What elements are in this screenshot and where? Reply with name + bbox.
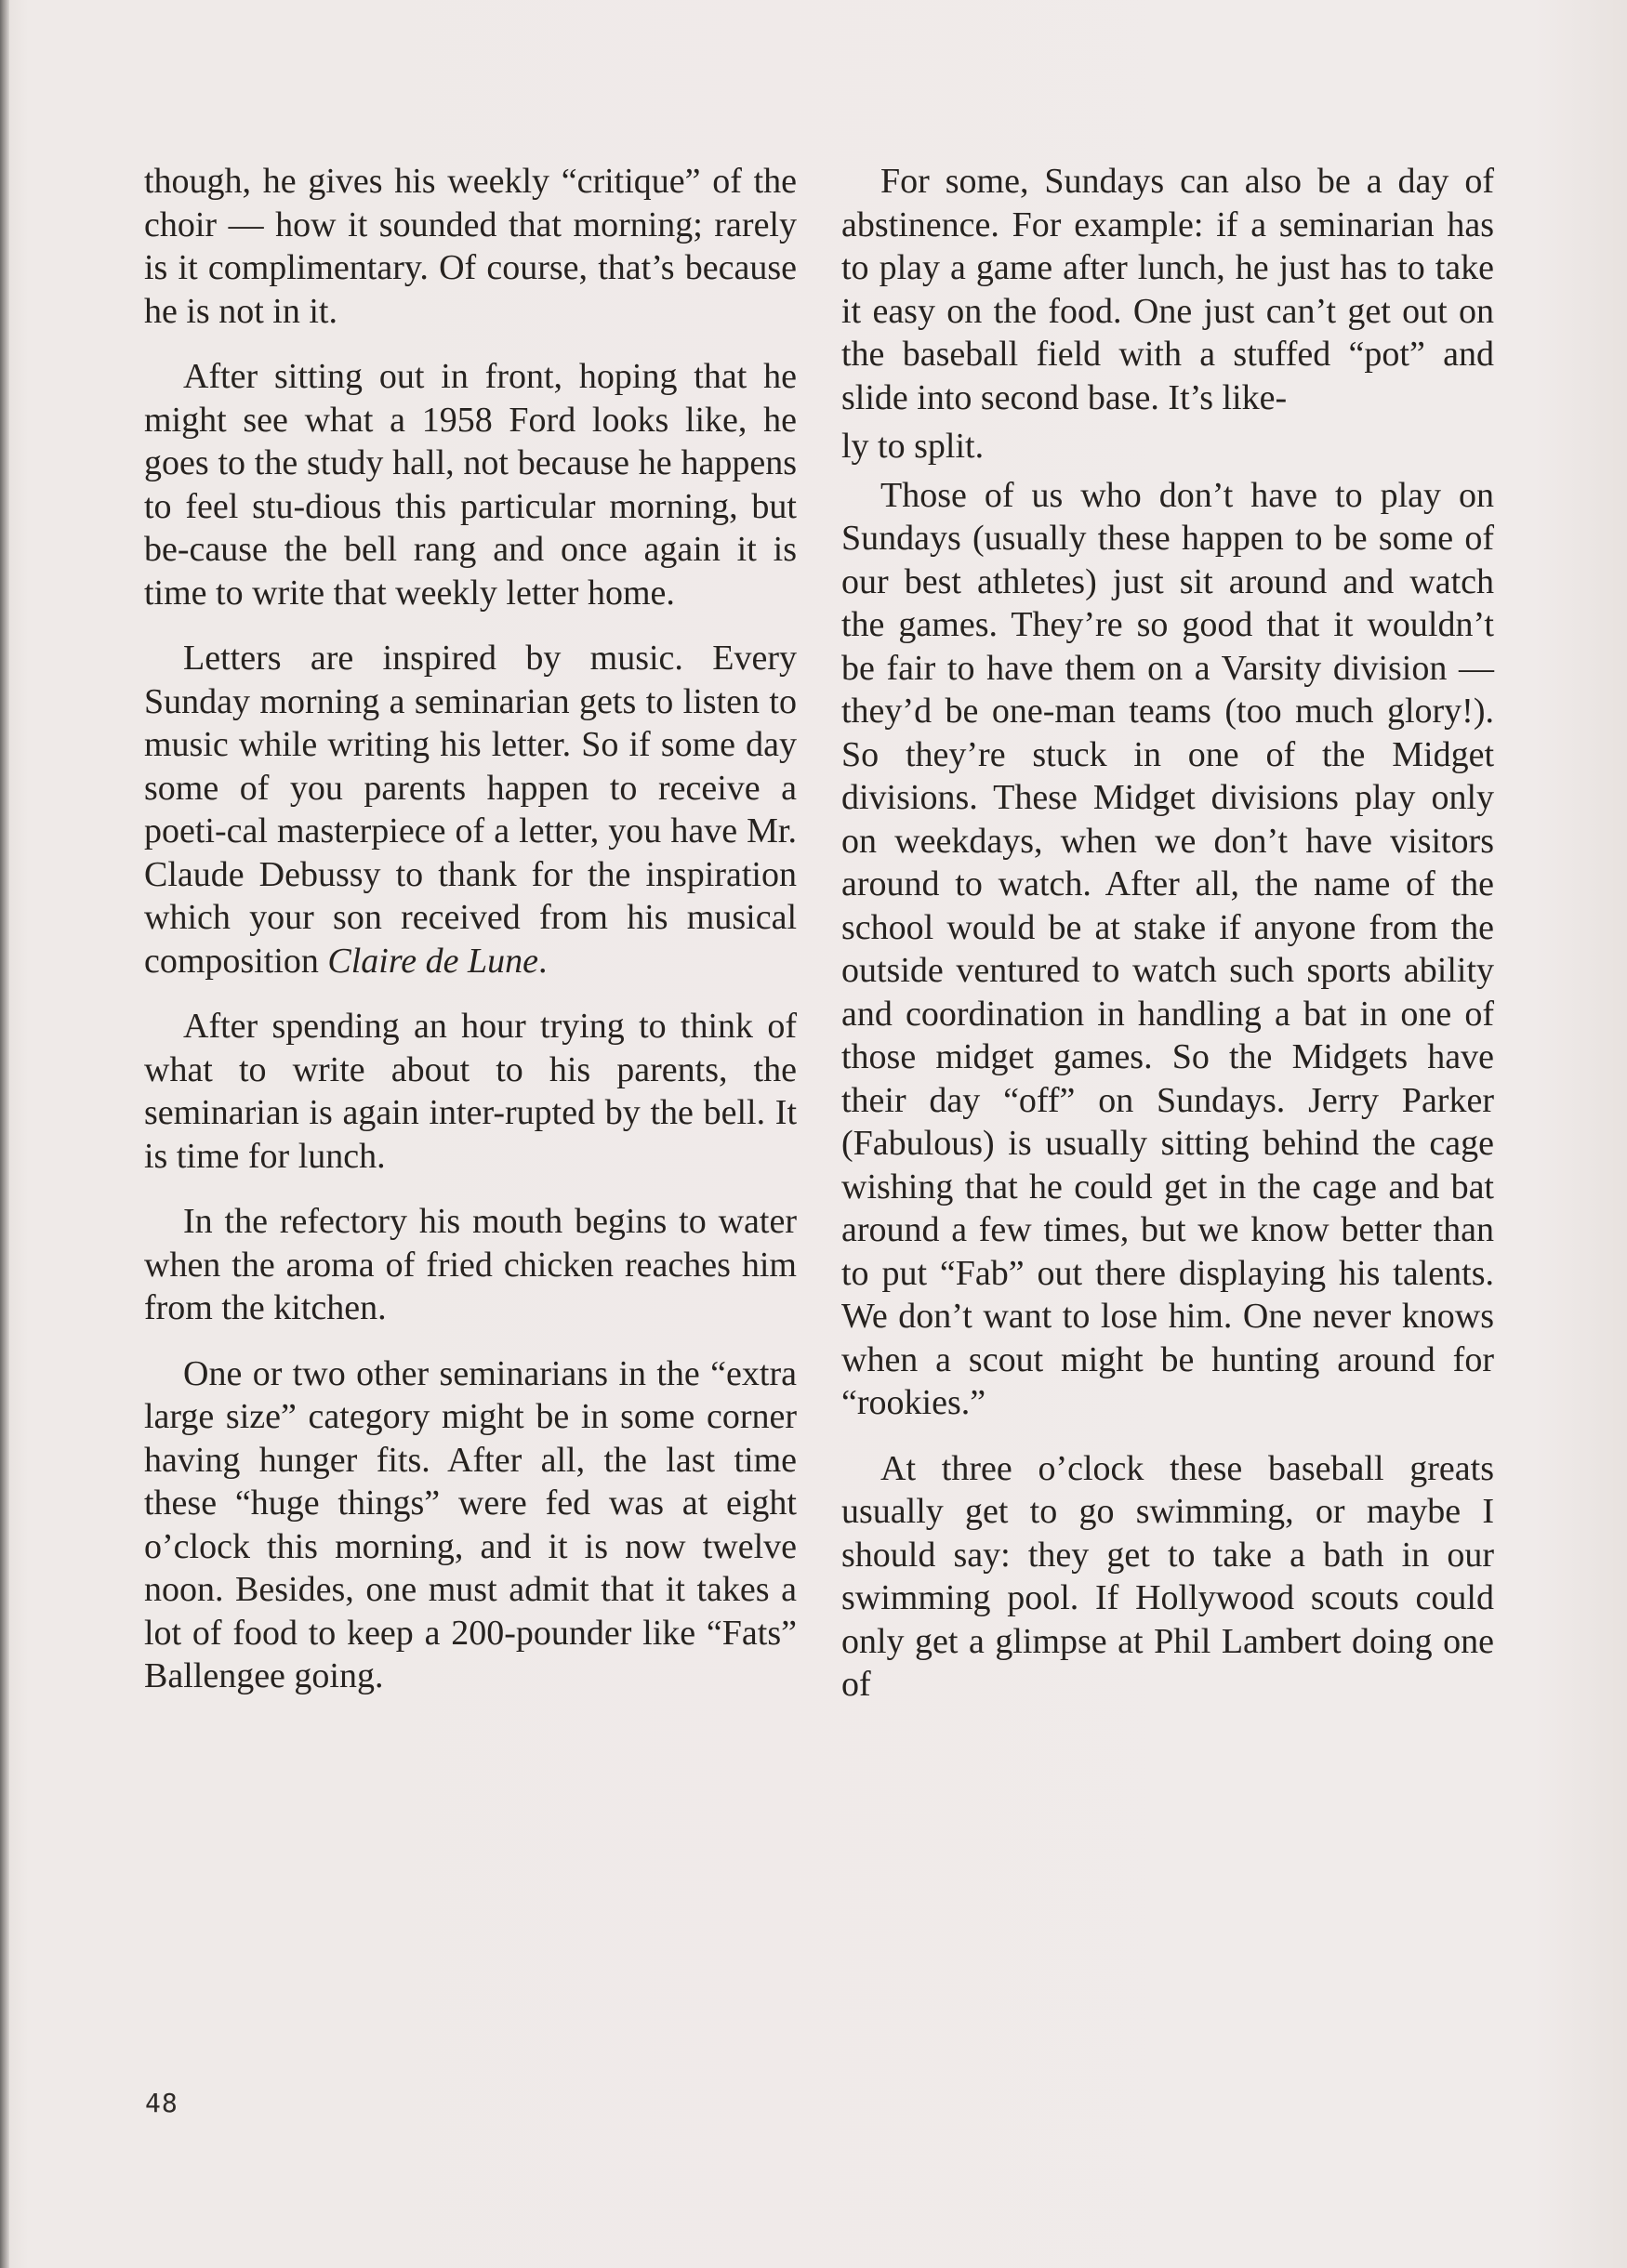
right-paragraph-1-continued: ly to split.: [841, 427, 985, 466]
left-paragraph-3-end: .: [537, 941, 548, 981]
left-paragraph-3: [144, 637, 797, 982]
right-paragraph-2: Those of us who don’t have to play on Sundays (usually these happen to be some of our best athletes) just sit around and watch the games. They’re so good that it wouldn’t be fair to have them on a Varsity division — they’d be one-man teams (too much glory!). So they’re stuck in one of the Midget divisions. These Midget divisions play only on weekdays, when we don’t have visitors around to watch. After all, the name of the school would be at stake if anyone from the outside ventured to watch such sports ability and coordination in handling a bat in one of those midget games. So the Midgets have their day “off” on Sundays. Jerry Parker (Fabulous) is usually sitting behind the cage wishing that he could get in the cage and bat around a few times, but we know better than to put “Fab” out there displaying his talents. We don’t want to lose him. One never knows when a scout might be hunting around for “rookies.”: [841, 475, 1494, 1422]
left-paragraph-5: In the refectory his mouth begins to water when the aroma of fried chicken reaches him from the kitchen.: [144, 1202, 797, 1327]
right-paragraph-3: At three o’clock these baseball greats usually get to go swimming, or maybe I should say: they get to take a bath in our swimming pool. If Hollywood scouts could only get a glimpse at Phil Lambert doing one of: [841, 1448, 1494, 1704]
left-paragraph-3-text: Letters are inspired by music. Every Sunday morning a seminarian gets to listen to music while writing his letter. So if some day some of you parents happen to receive a poeti-cal masterpiece of a letter, you have Mr. Claude Debussy to thank for the inspiration which your son received from his musical composition: [144, 639, 797, 981]
page-number: 48: [145, 2088, 179, 2118]
left-paragraph-4: After spending an hour trying to think of what to write about to his parents, the seminarian is again inter-rupted by the bell. It is time for lunch.: [144, 1007, 797, 1176]
left-paragraph-1: though, he gives his weekly “critique” of the choir — how it sounded that morning; rarely is it complimentary. Of course, that’s because he is not in it.: [144, 162, 797, 331]
left-column: [144, 160, 797, 1721]
left-paragraph-6: One or two other seminarians in the “extra large size” category might be in some corner having hunger fits. After all, the last time these “huge things” were fed was at eight o’clock this morning, and it is now twelve noon. Besides, one must admit that it takes a lot of food to keep a 200-pounder like “Fats” Ballengee going.: [144, 1353, 797, 1695]
right-column: [841, 160, 1494, 1729]
left-paragraph-2: After sitting out in front, hoping that he might see what a 1958 Ford looks like, he goes to the study hall, not because he happens to feel stu-dious this particular morning, but be-cause the bell rang and once again it is time to write that weekly letter home.: [144, 357, 797, 613]
right-paragraph-1: For some, Sundays can also be a day of abstinence. For example: if a seminarian has to play a game after lunch, he just has to take it easy on the food. One just can’t get out on the baseball field with a stuffed “pot” and slide into second base. It’s like-: [841, 162, 1494, 417]
composition-title: Claire de Lune: [327, 941, 538, 981]
binding-edge: [0, 0, 9, 2268]
